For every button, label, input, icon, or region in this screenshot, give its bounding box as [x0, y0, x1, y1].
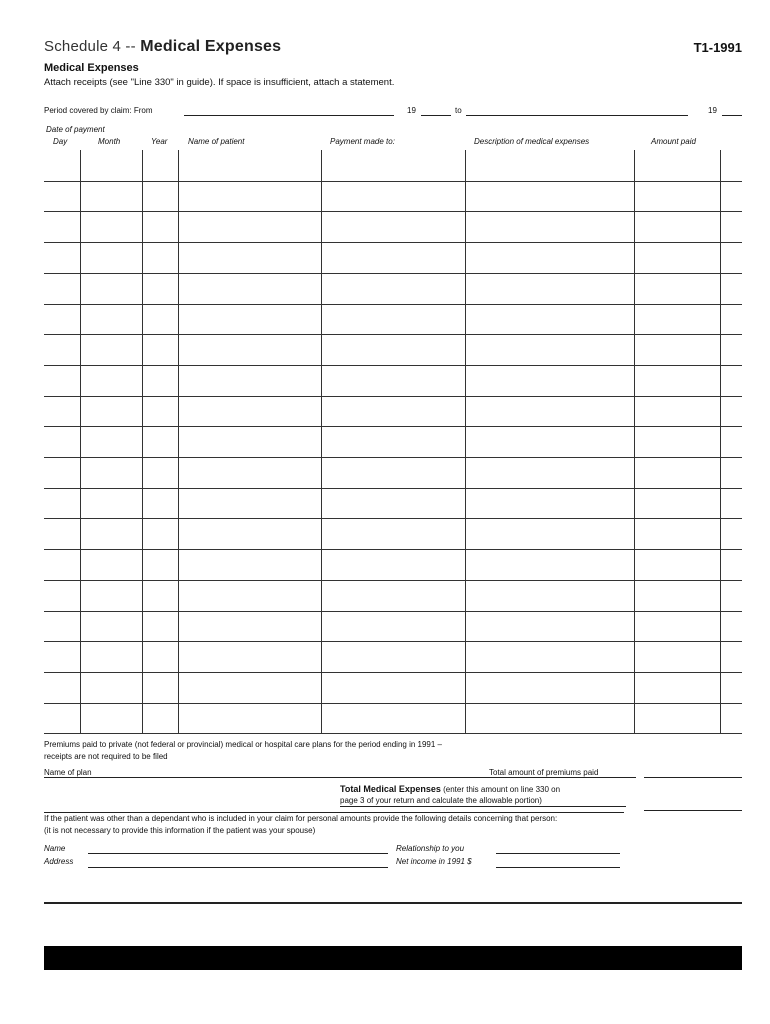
table-column-line	[142, 150, 143, 733]
total-medical-expenses-field[interactable]	[644, 810, 742, 811]
date-of-payment-label: Date of payment	[46, 125, 105, 134]
net-income-field[interactable]	[496, 867, 620, 868]
col-day: Day	[53, 137, 68, 146]
table-row-line	[44, 396, 742, 397]
table-row-line	[44, 703, 742, 704]
total-premiums-label: Total amount of premiums paid	[489, 768, 599, 777]
table-row-line	[44, 211, 742, 212]
dependant-name-field[interactable]	[88, 853, 388, 854]
footer-rule	[44, 902, 742, 904]
period-label: Period covered by claim: From	[44, 106, 153, 115]
table-column-line	[634, 150, 635, 733]
table-row-line	[44, 273, 742, 274]
col-month: Month	[98, 137, 121, 146]
col-payment-made-to: Payment made to:	[330, 137, 395, 146]
total-premiums-field[interactable]	[644, 777, 742, 778]
col-amount-paid: Amount paid	[651, 137, 696, 146]
dependant-address-label: Address	[44, 857, 74, 866]
col-name-of-patient: Name of patient	[188, 137, 245, 146]
schedule-number: Schedule 4 --	[44, 38, 136, 55]
table-row-line	[44, 641, 742, 642]
col-year: Year	[151, 137, 168, 146]
period-year2-label: 19	[708, 106, 717, 115]
dependant-text-2: (it is not necessary to provide this information if the patient was your spouse)	[44, 826, 316, 835]
net-income-label: Net income in 1991 $	[396, 857, 472, 866]
table-row-line	[44, 518, 742, 519]
form-id: T1-1991	[693, 40, 742, 55]
section-subtitle: Medical Expenses	[44, 62, 139, 74]
table-row-line	[44, 580, 742, 581]
period-from-field[interactable]	[184, 115, 394, 116]
period-year1-field[interactable]	[421, 115, 451, 116]
table-row-line	[44, 733, 742, 734]
table-column-line	[465, 150, 466, 733]
total-note-underline	[340, 806, 626, 807]
relationship-label: Relationship to you	[396, 844, 465, 853]
period-to-field[interactable]	[466, 115, 688, 116]
table-row-line	[44, 549, 742, 550]
table-row-line	[44, 488, 742, 489]
table-column-line	[178, 150, 179, 733]
table-row-line	[44, 304, 742, 305]
total-medical-expenses-label: Total Medical Expenses	[340, 784, 441, 794]
premiums-text-2: receipts are not required to be filed	[44, 752, 168, 761]
table-row-line	[44, 334, 742, 335]
dependant-text-1: If the patient was other than a dependant who is included in your claim for personal amounts provide the following details concerning that person:	[44, 814, 558, 823]
name-of-plan-field[interactable]	[44, 777, 636, 778]
relationship-field[interactable]	[496, 853, 620, 854]
table-column-line	[321, 150, 322, 733]
table-row-line	[44, 181, 742, 182]
table-column-line	[80, 150, 81, 733]
total-note-2: page 3 of your return and calculate the allowable portion)	[340, 796, 542, 805]
period-year1-label: 19	[407, 106, 416, 115]
form-title: Medical Expenses	[140, 38, 282, 55]
table-row-line	[44, 365, 742, 366]
name-of-plan-label: Name of plan	[44, 768, 92, 777]
dependant-address-field[interactable]	[88, 867, 388, 868]
table-row-line	[44, 242, 742, 243]
table-row-line	[44, 426, 742, 427]
table-row-line	[44, 611, 742, 612]
table-row-line	[44, 457, 742, 458]
section-divider	[44, 812, 624, 813]
schedule-title	[44, 38, 281, 56]
dependant-name-label: Name	[44, 844, 66, 853]
period-to-label: to	[455, 106, 462, 115]
total-note-1: (enter this amount on line 330 on	[443, 785, 561, 794]
footer-black-bar	[44, 946, 742, 970]
period-year2-field[interactable]	[722, 115, 742, 116]
premiums-text-1: Premiums paid to private (not federal or provincial) medical or hospital care plans for the period ending in 1991 –	[44, 740, 442, 749]
col-description: Description of medical expenses	[474, 137, 590, 146]
table-column-line	[720, 150, 721, 733]
table-row-line	[44, 672, 742, 673]
attach-instruction: Attach receipts (see "Line 330" in guide). If space is insufficient, attach a statement.	[44, 77, 395, 88]
expense-table[interactable]	[44, 150, 742, 733]
